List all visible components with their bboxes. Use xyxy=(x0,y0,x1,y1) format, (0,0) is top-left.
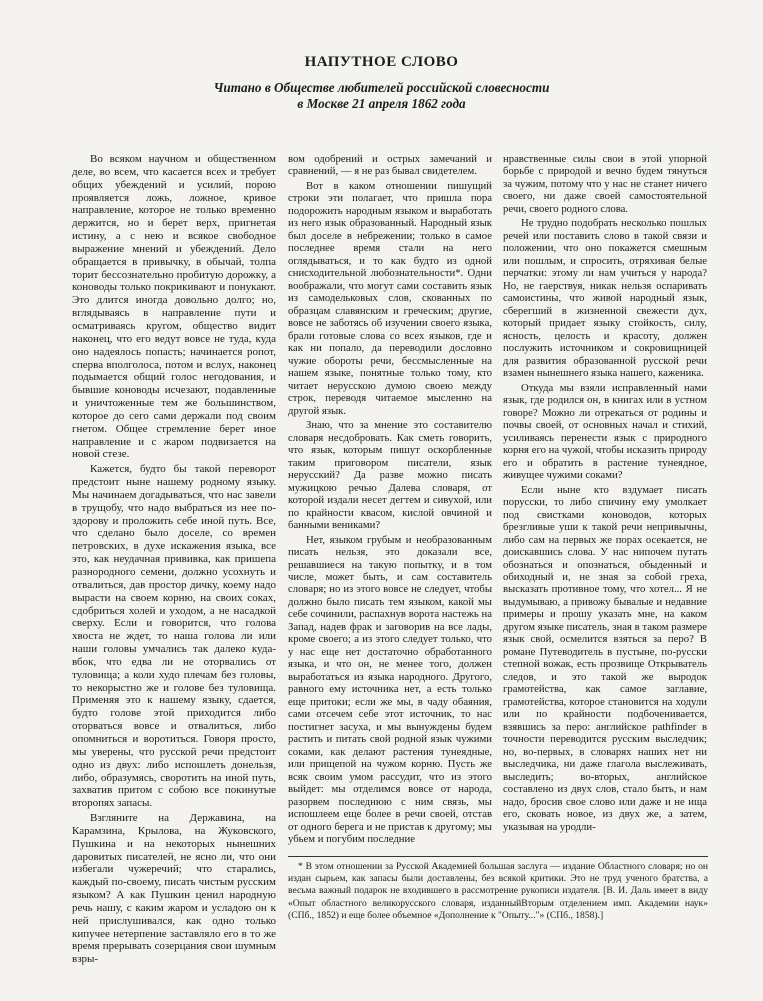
paragraph: Знаю, что за мнение это составителю словаря несдобровать. Как сметь говорить, что язык, которым пишут оскорбленные таким приговором писатели, язык нерусский? Да разве можно писать мужицкою речью Далева словаря, от которой издали несет дегтем и сивухой, или по крайности квасом, кислой овчиной и банными вениками? xyxy=(288,419,492,532)
text-column-2 xyxy=(288,153,492,846)
subtitle-line-2: в Москве 21 апреля 1862 года xyxy=(297,96,466,111)
paragraph: Вот в каком отношении пишущий строки эти полагает, что пришла пора подорожить народным языком и выработать из него язык образованный. Народный язык был доселе в небрежении; только в самое последнее время стали на него оглядываться, и то как будто из одной снисходительной любознательности*. Одни воображали, что могут сами составить язык из самодельковых слов, скованных по образцам славянским и греческим; другие, вовсе не заботясь об изучении своего языка, брали готовые слова со всех языков, где и как ни попало, да переводили дословно чужие обороты речи, бессмысленные на нашем языке, понятные только тому, кто читает нерусскою думою своею между строк, переводя читаемое мысленно на другой язык. xyxy=(288,179,492,417)
paragraph: нравственные силы свои в этой упорной борьбе с природой и вечно будем тянуться за чужим, потому что у нас не станет ничего своего, ни даже своей самостоятельной речи, своего родного слова. xyxy=(503,153,707,215)
page-title: НАПУТНОЕ СЛОВО xyxy=(304,54,459,70)
paragraph: Не трудно подобрать несколько пошлых речей или поставить слово в такой связи и положении, что оно покажется смешным или пошлым, и спросить, отряхивая белые перчатки: этому ли нам учиться у народа? Но, не гаерствуя, никак нельзя оспаривать самоистины, что живой народный язык, сберегший в жизненной свежести дух, который придает языку стойкость, силу, ясность, целость и красоту, должен послужить источником и сокровищницей для развития образованной русской речи взамен нынешнего языка нашего, каженика. xyxy=(503,217,707,380)
subtitle xyxy=(0,80,763,112)
paragraph: вом одобрений и острых замечаний и сравнений, — я не раз бывал свидетелем. xyxy=(288,153,492,178)
paragraph: Во всяком научном и общественном деле, во всем, что касается всех и требует общих убеждений и усилий, порою проявляется ложь, ложное, кривое направление, которое не только временно держится, но и берет верх, пригнетая истину, а с нею и всякое свободное выражение мнений и убеждений. Дело обращается в привычку, в обычай, толпа торит бессознательно пробитую дорожку, а коноводы только покрикивают и понукают. Это длится иногда довольно долго; но, вглядываясь в направление пути и осматриваясь кругом, общество видит наконец, что его ведут вовсе не туда, куда оно надеялось попасть; начинается ропот, сперва вполголоса, потом и вслух, наконец подымается общий голос негодования, и бывшие коноводы исчезают, подавленные и уничтоженные тем же большинством, которое до сего сами держали под своим гнетом. Общее стремление берет иное направление и с жаром подвизается на новой стезе. xyxy=(72,153,276,461)
subtitle-line-1: Читано в Обществе любителей российской словесности xyxy=(213,80,550,95)
footnote xyxy=(288,861,708,922)
footnote-text: * В этом отношении за Русской Академией большая заслуга — издание Областного словаря; но он издан сырьем, как запасы были доставлены, без всякой критики. Это не труд ученого братства, а весьма важный подарок не входившего в рассмотрение рукописи издателя. [В. И. Даль имеет в виду «Опыт областного великорусского словаря, изданныйВторым отделением имп. Академии наук» (СПб., 1852) и еще более объемное «Дополнение к "Опыту..."» (СПб., 1858).] xyxy=(288,861,708,921)
paragraph: Если ныне кто вздумает писать порусски, то либо спичину ему умолкает под свистками коноводов, которых брезгливые уши к такой речи непривычны, либо сам на первых же порах осекается, не доискавшись слова. У нас нипочем путать обознаться и опознаться, обыденный и обиходный и, не зная за собой греха, высказать противное тому, что хотел... Я не выдумываю, а привожу бывалые и недавние примеры и прошу указать мне, на каком другом языке писатель, зная в таком размере язык свой, осмелится взяться за перо? В романе Путеводитель в пустыне, по-русски степной вожак, есть прозвище Открыватель следов, и это такой же выродок грамотейства, как самое заглавие, грамотейства, которое становится на ходули или по крайности подбочениваетcя, взявшись за перо: английское pathfinder в точности переводится русским выследчик; но, во-первых, в словарях наших нет ни выследчика, ни даже глагола выслеживать, выследить; во-вторых, английское составлено из двух слов, стало быть, и нам надо, бросив свое слово или даже и не ища его, сковать новое, из двух же, а затем, указывая на уродли- xyxy=(503,483,707,833)
text-column-3 xyxy=(503,153,707,833)
paragraph: Нет, языком грубым и необразованным писать нельзя, это доказали все, решавшиеся на такую попытку, и в том числе, может быть, и сам составитель словаря; но из этого вовсе не следует, чтобы должно было писать тем языком, какой мы себе сочинили, распахнув ворота настежь на Запад, надев фрак и заговорив на все лады, кроме своего; а из этого следует только, что у нас еще нет достаточно обработанного языка, и что он, не менее того, должен выработаться из языка народного. Другого, равного ему источника нет, а есть только еще притоки; если же мы, в чаду обаяния, сами отсечем себе этот источник, то нас постигнет засуха, и мы вынуждены будем растить и питать свой родной язык чужими соками, как делают растения тунеядные, или прищепой на чужом корню. Пусть же всяк своим умом рассудит, что из этого выйдет: мы отделимся вовсе от народа, разорвем последнюю с ним связь, мы испошлеем еще более в речи своей, отстав от одного берега и не пристав к другому; мы убьем и погубим последние xyxy=(288,533,492,846)
footnote-divider xyxy=(288,856,708,857)
paragraph: Откуда мы взяли исправленный нами язык, где родился он, в книгах или в устном говоре? Можно ли отрекаться от родины и почвы своей, от основных начал и стихий, усиливаясь перенести язык с природного корня его на чужой, чтобы исказить природу его и обратить в растение тунеядное, живущее чужими соками? xyxy=(503,381,707,482)
paragraph: Кажется, будто бы такой переворот предстоит ныне нашему родному языку. Мы начинаем догадываться, что нас завели в трущобу, что надо выбраться из нее по-здорову и проложить себе иной путь. Все, что сделано было доселе, со времен петровских, в духе искажения языка, все это, как неудачная прививка, как пришепа разнородного семени, должно усохнуть и отвалиться, дав простор дичку, коему надо вырасти на своем корню, на своих соках, сдобриться холей и уходом, а не насадкой сверху. Если и говорится, что голова хвоста не ждет, то наша голова ли или наши головы умчались так далеко куда-вбок, что едва ли не оторвались от туловища; а коли худо плечам без головы, то некорыстно же и голове без туловища. Применяя это к нашему языку, сдается, будто голове этой приходится либо оторваться вовсе и отвалиться, либо опомниться и воротиться. Говоря просто, мы уверены, что русской речи предстоит одно из двух: либо испошлеть донельзя, либо, образумясь, своротить на иной путь, захватив притом с собою все покинутые второпях запасы. xyxy=(72,463,276,810)
paragraph: Взгляните на Державина, на Карамзина, Крылова, на Жуковского, Пушкина и на некоторых нынешних даровитых писателей, не ясно ли, что они избегали чужеречий; что старались, каждый по-своему, писать чистым русским языком? А как Пушкин ценил народную речь нашу, с каким жаром и усладою он к ней прислушивался, как одно только кипучее нетерпение заставляло его в то же время прерывать созерцания свои шумным взры- xyxy=(72,812,276,966)
text-column-1 xyxy=(72,153,276,966)
